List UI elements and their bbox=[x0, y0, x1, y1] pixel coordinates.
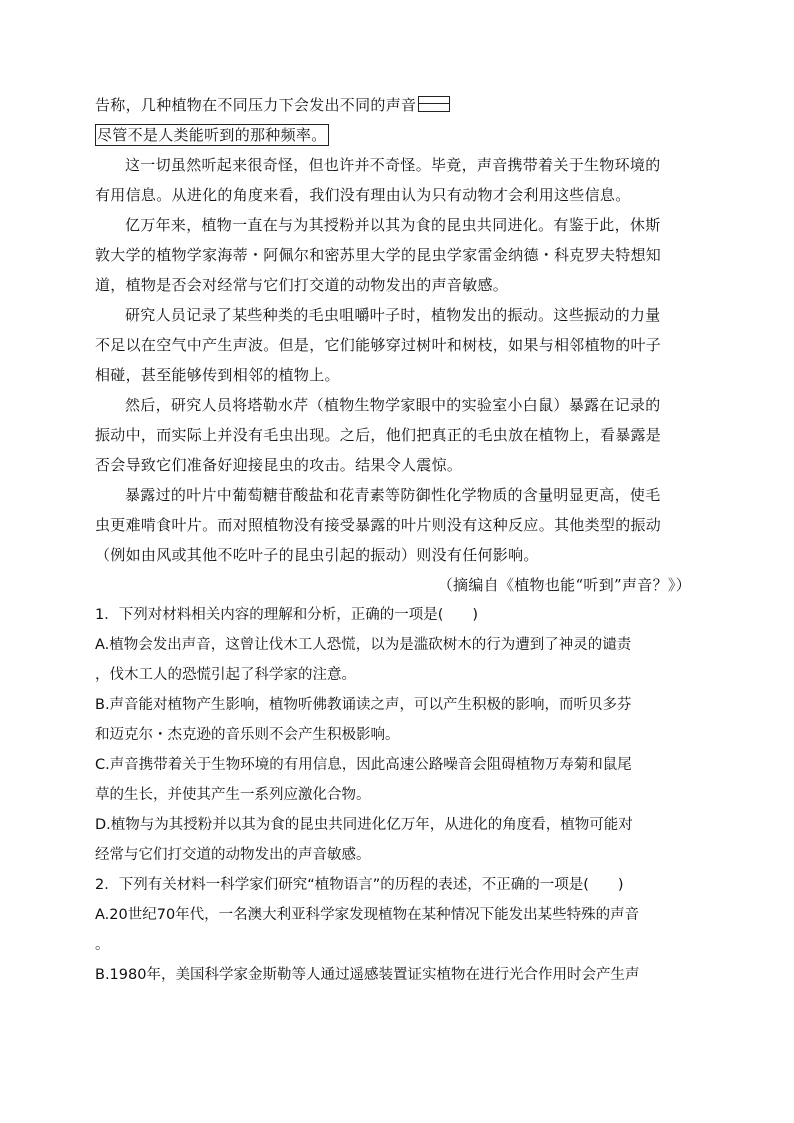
question-stem: 2．下列有关材料一科学家们研究“植物语言”的历程的表述，不正确的一项是( ) bbox=[95, 877, 624, 893]
passage-line: 振动中，而实际上并没有毛虫出现。之后，他们把真正的毛虫放在植物上，看暴露是 bbox=[95, 426, 662, 444]
question-option: 经常与它们打交道的动物发出的声音敏感。 bbox=[95, 847, 371, 863]
passage-line: 暴露过的叶片中葡萄糖苷酸盐和花青素等防御性化学物质的含量明显更高，使毛 bbox=[125, 486, 661, 504]
passage-line: 道，植物是否会对经常与它们打交道的动物发出的声音敏感。 bbox=[95, 276, 509, 294]
passage-line bbox=[95, 90, 691, 120]
boxed-sentence: 尽管不是人类能听到的那种频率。 bbox=[97, 126, 327, 144]
passage-line: 有用信息。从进化的角度来看，我们没有理由认为只有动物才会利用这些信息。 bbox=[95, 186, 631, 204]
passage-source: （摘编自《植物也能“听到”声音？》） bbox=[437, 576, 691, 594]
passage-line: （例如由风或其他不吃叶子的昆虫引起的振动）则没有任何影响。 bbox=[95, 546, 539, 564]
question-stem: 1．下列对材料相关内容的理解和分析，正确的一项是( ) bbox=[95, 607, 479, 623]
passage-line: 亿万年来，植物一直在与为其授粉并以其为食的昆虫共同进化。有鉴于此，休斯 bbox=[125, 216, 661, 234]
passage-line: 不足以在空气中产生声波。但是，它们能够穿过树叶和树枝，如果与相邻植物的叶子 bbox=[95, 336, 662, 354]
question-option: 草的生长，并使其产生一系列应激化合物。 bbox=[95, 787, 371, 803]
passage-line: 敦大学的植物学家海蒂・阿佩尔和密苏里大学的昆虫学家雷金纳德・科克罗夫特想知 bbox=[95, 246, 662, 264]
question-option: B.声音能对植物产生影响，植物听佛教诵读之声，可以产生积极的影响，而听贝多芬 bbox=[95, 697, 632, 713]
passage-line: 这一切虽然听起来很奇怪，但也许并不奇怪。毕竟，声音携带着关于生物环境的 bbox=[125, 156, 661, 174]
answer-blank-box[interactable] bbox=[418, 96, 450, 112]
document-page bbox=[95, 90, 691, 990]
question-option: 。 bbox=[95, 937, 110, 953]
question-option: 和迈克尔・杰克逊的音乐则不会产生积极影响。 bbox=[95, 727, 400, 743]
question-option: ，伐木工人的恐慌引起了科学家的注意。 bbox=[95, 667, 356, 683]
question-option: D.植物与为其授粉并以其为食的昆虫共同进化亿万年，从进化的角度看，植物可能对 bbox=[95, 817, 633, 833]
question-option: B.1980年，美国科学家金斯勒等人通过遥感装置证实植物在进行光合作用时会产生声 bbox=[95, 967, 640, 983]
passage-line: 虫更难啃食叶片。而对照植物没有接受暴露的叶片则没有这种反应。其他类型的振动 bbox=[95, 516, 662, 534]
passage-line bbox=[95, 120, 691, 150]
passage-text: 告称，几种植物在不同压力下会发出不同的声音 bbox=[95, 96, 417, 114]
question-option: A.20世纪70年代，一名澳大利亚科学家发现植物在某种情况下能发出某些特殊的声音 bbox=[95, 907, 640, 923]
passage-line: 研究人员记录了某些种类的毛虫咀嚼叶子时，植物发出的振动。这些振动的力量 bbox=[125, 306, 661, 324]
question-option: A.植物会发出声音，这曾让伐木工人恐慌，以为是滥砍树木的行为遭到了神灵的谴责 bbox=[95, 637, 632, 653]
passage-line: 否会导致它们准备好迎接昆虫的攻击。结果令人震惊。 bbox=[95, 456, 463, 474]
question-option: C.声音携带着关于生物环境的有用信息，因此高速公路噪音会阻碍植物万寿菊和鼠尾 bbox=[95, 757, 632, 773]
passage-line: 然后，研究人员将塔勒水芹（植物生物学家眼中的实验室小白鼠）暴露在记录的 bbox=[125, 396, 661, 414]
passage-line: 相碰，甚至能够传到相邻的植物上。 bbox=[95, 366, 340, 384]
